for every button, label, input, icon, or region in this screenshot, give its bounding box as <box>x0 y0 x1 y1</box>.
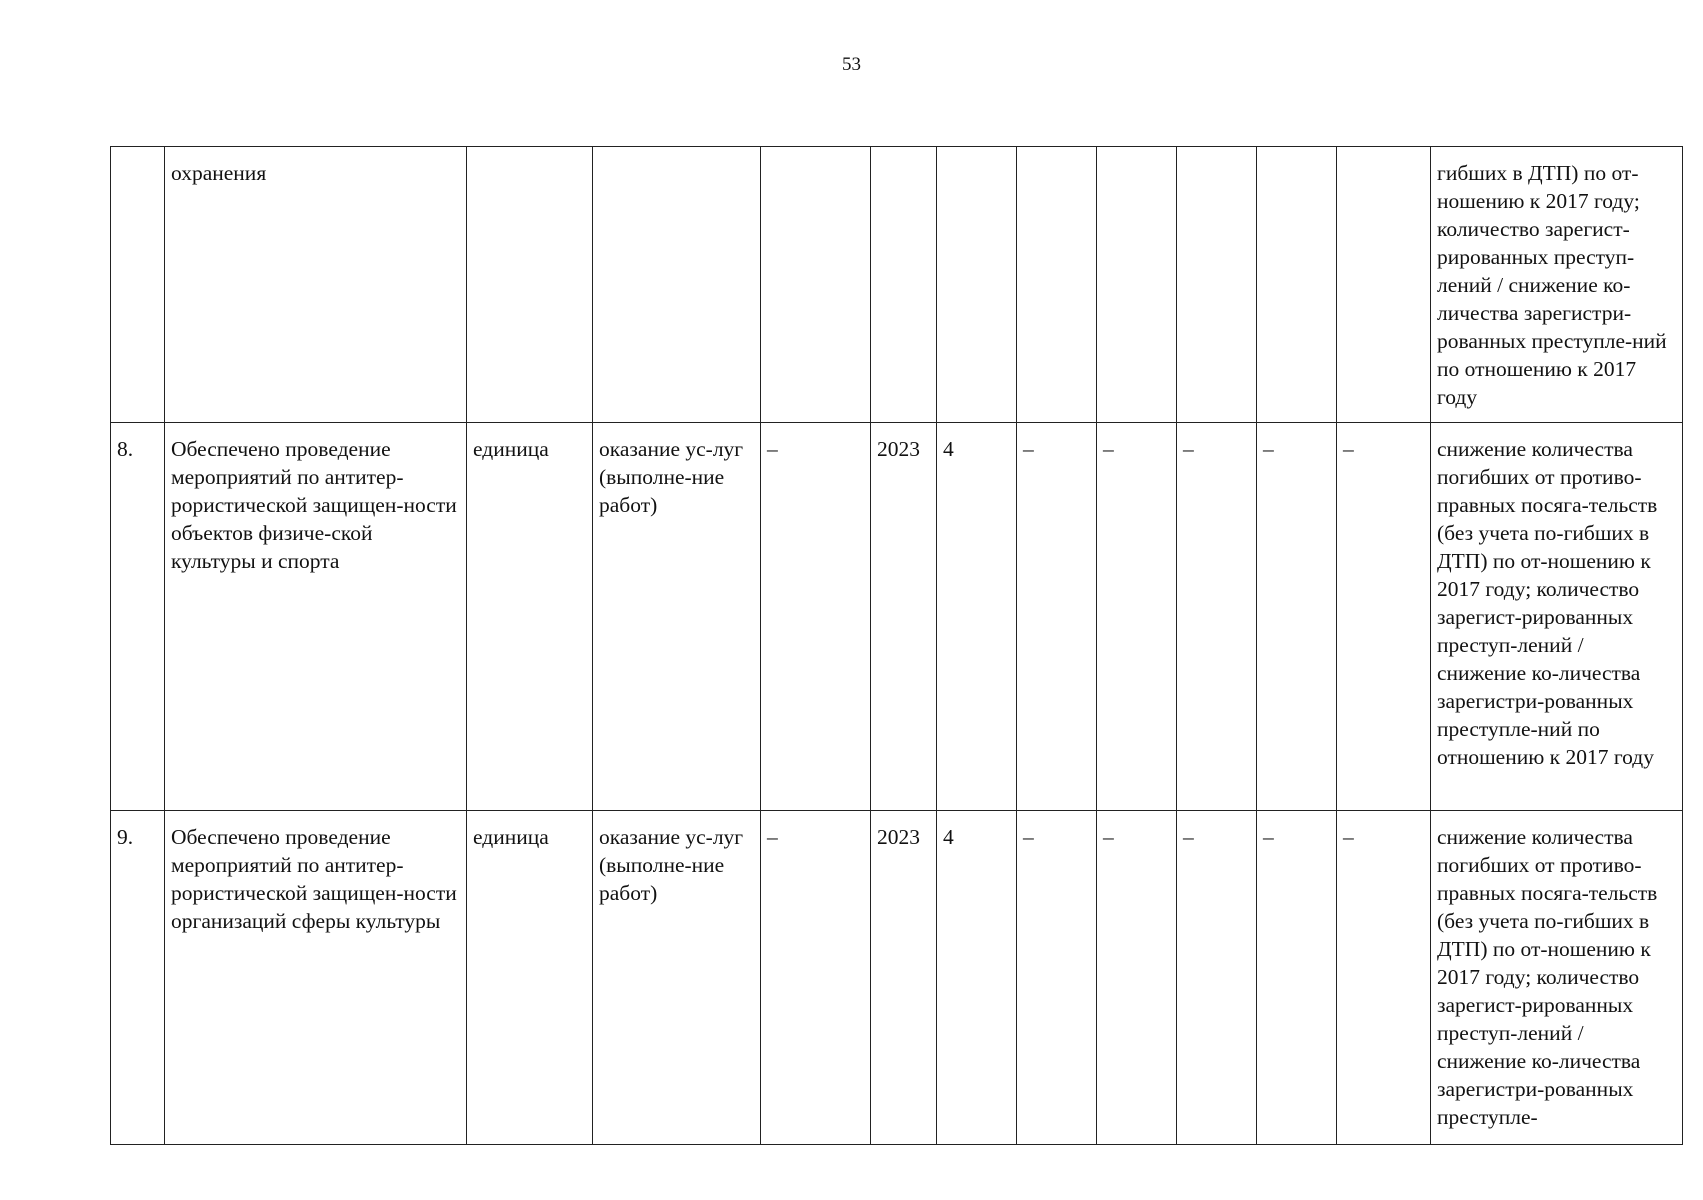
cell-number: 9. <box>111 811 165 1145</box>
cell-name: Обеспечено проведение мероприятий по антитер-рористической защищен-ности объектов физиче-ской культуры и спорта <box>165 423 467 811</box>
cell-value <box>937 147 1017 423</box>
cell-col8: – <box>1017 811 1097 1145</box>
cell-unit: единица <box>467 811 593 1145</box>
cell-col8: – <box>1017 423 1097 811</box>
cell-col10 <box>1177 147 1257 423</box>
cell-year: 2023 <box>871 423 937 811</box>
cell-result: снижение количества погибших от противо-правных посяга-тельств (без учета по-гибших в ДТП) по от-ношению к 2017 году; количество зарегист-рированных преступ-лений / снижение ко-личества зарегистри-рованных преступле- <box>1431 811 1683 1145</box>
cell-col12: – <box>1337 811 1431 1145</box>
table-row-9 <box>111 811 1683 1145</box>
table-row-continuation <box>111 147 1683 423</box>
cell-col8 <box>1017 147 1097 423</box>
cell-type: оказание ус-луг (выполне-ние работ) <box>593 811 761 1145</box>
cell-col9 <box>1097 147 1177 423</box>
cell-unit: единица <box>467 423 593 811</box>
cell-col9: – <box>1097 811 1177 1145</box>
cell-name: охранения <box>165 147 467 423</box>
cell-number: 8. <box>111 423 165 811</box>
cell-result: гибших в ДТП) по от-ношению к 2017 году; количество зарегист-рированных преступ-лений / снижение ко-личества зарегистри-рованных преступле-ний по отношению к 2017 году <box>1431 147 1683 423</box>
cell-result: снижение количества погибших от противо-правных посяга-тельств (без учета по-гибших в ДТП) по от-ношению к 2017 году; количество зарегист-рированных преступ-лений / снижение ко-личества зарегистри-рованных преступле-ний по отношению к 2017 году <box>1431 423 1683 811</box>
cell-number <box>111 147 165 423</box>
cell-col11: – <box>1257 423 1337 811</box>
cell-col12: – <box>1337 423 1431 811</box>
cell-col5: – <box>761 811 871 1145</box>
cell-col12 <box>1337 147 1431 423</box>
cell-type <box>593 147 761 423</box>
cell-col5 <box>761 147 871 423</box>
cell-col9: – <box>1097 423 1177 811</box>
cell-year <box>871 147 937 423</box>
cell-value: 4 <box>937 423 1017 811</box>
measures-table <box>110 146 1683 1145</box>
cell-year: 2023 <box>871 811 937 1145</box>
page-number: 53 <box>842 54 861 75</box>
cell-col5: – <box>761 423 871 811</box>
cell-col11 <box>1257 147 1337 423</box>
cell-name: Обеспечено проведение мероприятий по антитер-рористической защищен-ности организаций сферы культуры <box>165 811 467 1145</box>
cell-type: оказание ус-луг (выполне-ние работ) <box>593 423 761 811</box>
table-row-8 <box>111 423 1683 811</box>
cell-col11: – <box>1257 811 1337 1145</box>
cell-unit <box>467 147 593 423</box>
cell-col10: – <box>1177 423 1257 811</box>
cell-col10: – <box>1177 811 1257 1145</box>
cell-value: 4 <box>937 811 1017 1145</box>
